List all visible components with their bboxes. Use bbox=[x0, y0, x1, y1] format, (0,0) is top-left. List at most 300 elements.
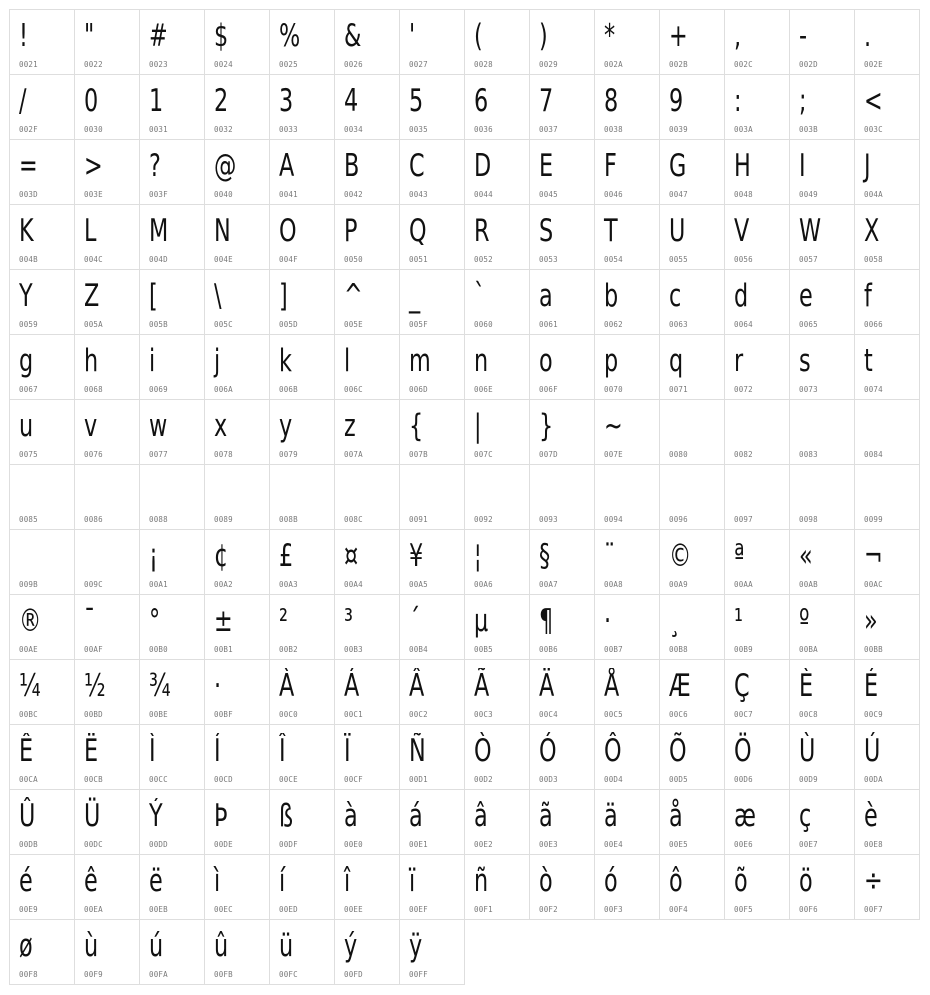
glyph-codepoint: 00DB bbox=[19, 840, 38, 849]
glyph-codepoint: 0024 bbox=[214, 60, 233, 69]
glyph-codepoint: 0089 bbox=[214, 515, 233, 524]
glyph-codepoint: 0085 bbox=[19, 515, 38, 524]
glyph-character: V bbox=[734, 213, 750, 249]
glyph-codepoint: 0041 bbox=[279, 190, 298, 199]
glyph-codepoint: 0051 bbox=[409, 255, 428, 264]
glyph-character: A bbox=[279, 148, 295, 184]
glyph-character: ° bbox=[149, 603, 161, 639]
glyph-codepoint: 00DC bbox=[84, 840, 103, 849]
glyph-codepoint: 0025 bbox=[279, 60, 298, 69]
glyph-cell bbox=[529, 854, 595, 920]
glyph-cell bbox=[854, 139, 920, 205]
glyph-cell bbox=[594, 204, 660, 270]
glyph-character: q bbox=[669, 343, 684, 379]
glyph-codepoint: 0034 bbox=[344, 125, 363, 134]
glyph-cell bbox=[464, 594, 530, 660]
glyph-cell bbox=[659, 9, 725, 75]
glyph-character: 6 bbox=[474, 83, 489, 119]
glyph-cell bbox=[204, 789, 270, 855]
glyph-cell bbox=[659, 74, 725, 140]
glyph-character: © bbox=[669, 538, 692, 574]
glyph-character: i bbox=[149, 343, 156, 379]
glyph-character: Ò bbox=[474, 733, 492, 769]
glyph-codepoint: 00CA bbox=[19, 775, 38, 784]
glyph-character: @ bbox=[214, 148, 237, 184]
glyph-character: ù bbox=[84, 928, 99, 964]
glyph-codepoint: 005C bbox=[214, 320, 233, 329]
glyph-character: j bbox=[214, 343, 221, 379]
glyph-cell bbox=[529, 789, 595, 855]
glyph-cell bbox=[9, 139, 75, 205]
glyph-cell bbox=[529, 334, 595, 400]
glyph-cell bbox=[659, 724, 725, 790]
glyph-cell bbox=[854, 789, 920, 855]
glyph-character: / bbox=[19, 83, 27, 119]
glyph-cell bbox=[399, 464, 465, 530]
glyph-codepoint: 0038 bbox=[604, 125, 623, 134]
glyph-cell bbox=[269, 9, 335, 75]
glyph-cell bbox=[724, 789, 790, 855]
glyph-character: + bbox=[669, 18, 688, 54]
glyph-codepoint: 00AC bbox=[864, 580, 883, 589]
glyph-codepoint: 00C8 bbox=[799, 710, 818, 719]
glyph-codepoint: 005A bbox=[84, 320, 103, 329]
glyph-cell bbox=[594, 269, 660, 335]
glyph-cell bbox=[74, 139, 140, 205]
glyph-character: I bbox=[799, 148, 806, 184]
glyph-codepoint: 0067 bbox=[19, 385, 38, 394]
glyph-character: s bbox=[799, 343, 811, 379]
glyph-character: £ bbox=[279, 538, 294, 574]
glyph-cell bbox=[204, 74, 270, 140]
glyph-cell bbox=[334, 464, 400, 530]
glyph-character: = bbox=[19, 148, 38, 184]
glyph-character: $ bbox=[214, 18, 229, 54]
glyph-character: U bbox=[669, 213, 686, 249]
glyph-character: ¯ bbox=[84, 603, 96, 639]
glyph-cell bbox=[9, 529, 75, 595]
glyph-character: y bbox=[279, 408, 293, 444]
glyph-codepoint: 00EA bbox=[84, 905, 103, 914]
glyph-character: ± bbox=[214, 603, 233, 639]
glyph-codepoint: 0040 bbox=[214, 190, 233, 199]
glyph-character: æ bbox=[734, 798, 756, 834]
glyph-cell bbox=[399, 74, 465, 140]
glyph-cell bbox=[854, 724, 920, 790]
glyph-character: M bbox=[149, 213, 169, 249]
glyph-codepoint: 00A9 bbox=[669, 580, 688, 589]
glyph-codepoint: 005F bbox=[409, 320, 428, 329]
glyph-cell bbox=[464, 9, 530, 75]
glyph-character: « bbox=[799, 538, 813, 574]
glyph-character: % bbox=[279, 18, 301, 54]
glyph-codepoint: 007A bbox=[344, 450, 363, 459]
glyph-cell bbox=[789, 399, 855, 465]
glyph-character: S bbox=[539, 213, 554, 249]
glyph-codepoint: 0083 bbox=[799, 450, 818, 459]
glyph-character: â bbox=[474, 798, 488, 834]
glyph-cell bbox=[789, 789, 855, 855]
glyph-cell bbox=[139, 789, 205, 855]
glyph-codepoint: 00E6 bbox=[734, 840, 753, 849]
glyph-codepoint: 00B9 bbox=[734, 645, 753, 654]
glyph-codepoint: 00FA bbox=[149, 970, 168, 979]
glyph-cell bbox=[334, 529, 400, 595]
glyph-codepoint: 00AA bbox=[734, 580, 753, 589]
glyph-character: Õ bbox=[669, 733, 687, 769]
glyph-cell bbox=[659, 269, 725, 335]
glyph-character: m bbox=[409, 343, 431, 379]
glyph-codepoint: 0079 bbox=[279, 450, 298, 459]
glyph-codepoint: 0063 bbox=[669, 320, 688, 329]
glyph-character: ; bbox=[799, 83, 807, 119]
glyph-cell bbox=[464, 399, 530, 465]
glyph-cell bbox=[724, 139, 790, 205]
glyph-character: J bbox=[864, 148, 871, 184]
glyph-character: ¾ bbox=[149, 668, 171, 704]
glyph-codepoint: 00E1 bbox=[409, 840, 428, 849]
glyph-character: r bbox=[734, 343, 744, 379]
glyph-character: 8 bbox=[604, 83, 619, 119]
glyph-cell bbox=[139, 659, 205, 725]
glyph-cell bbox=[204, 269, 270, 335]
glyph-character: á bbox=[409, 798, 423, 834]
glyph-codepoint: 0058 bbox=[864, 255, 883, 264]
glyph-cell bbox=[594, 854, 660, 920]
glyph-cell bbox=[789, 9, 855, 75]
glyph-cell bbox=[724, 334, 790, 400]
glyph-codepoint: 0082 bbox=[734, 450, 753, 459]
glyph-cell bbox=[529, 659, 595, 725]
glyph-codepoint: 00A4 bbox=[344, 580, 363, 589]
glyph-cell bbox=[789, 659, 855, 725]
glyph-codepoint: 0037 bbox=[539, 125, 558, 134]
glyph-codepoint: 00D9 bbox=[799, 775, 818, 784]
glyph-character: Î bbox=[279, 733, 286, 769]
glyph-character: g bbox=[19, 343, 34, 379]
glyph-cell bbox=[334, 919, 400, 985]
glyph-character: Ô bbox=[604, 733, 622, 769]
glyph-cell bbox=[334, 334, 400, 400]
glyph-cell bbox=[724, 594, 790, 660]
glyph-codepoint: 0043 bbox=[409, 190, 428, 199]
glyph-cell bbox=[269, 399, 335, 465]
glyph-character: · bbox=[214, 668, 222, 704]
glyph-codepoint: 00C9 bbox=[864, 710, 883, 719]
glyph-codepoint: 00A3 bbox=[279, 580, 298, 589]
glyph-codepoint: 00A8 bbox=[604, 580, 623, 589]
glyph-character: Ê bbox=[19, 733, 34, 769]
glyph-character: » bbox=[864, 603, 878, 639]
glyph-character: & bbox=[344, 18, 362, 54]
glyph-character: ö bbox=[799, 863, 813, 899]
glyph-character: ú bbox=[149, 928, 164, 964]
glyph-cell bbox=[204, 659, 270, 725]
glyph-character: l bbox=[344, 343, 351, 379]
glyph-cell bbox=[399, 9, 465, 75]
glyph-codepoint: 003F bbox=[149, 190, 168, 199]
glyph-character: ~ bbox=[604, 408, 623, 444]
glyph-codepoint: 00DD bbox=[149, 840, 168, 849]
glyph-cell bbox=[594, 464, 660, 530]
glyph-codepoint: 0068 bbox=[84, 385, 103, 394]
glyph-cell bbox=[139, 919, 205, 985]
glyph-character: ² bbox=[279, 603, 288, 639]
glyph-codepoint: 00E4 bbox=[604, 840, 623, 849]
glyph-codepoint: 00E8 bbox=[864, 840, 883, 849]
glyph-character: Ý bbox=[149, 798, 163, 834]
glyph-cell bbox=[139, 74, 205, 140]
glyph-cell bbox=[659, 139, 725, 205]
glyph-character: ç bbox=[799, 798, 812, 834]
glyph-character: B bbox=[344, 148, 360, 184]
glyph-cell bbox=[789, 334, 855, 400]
glyph-character: ¶ bbox=[539, 603, 554, 639]
glyph-codepoint: 0027 bbox=[409, 60, 428, 69]
glyph-character: í bbox=[279, 863, 286, 899]
glyph-cell bbox=[594, 334, 660, 400]
glyph-codepoint: 00EE bbox=[344, 905, 363, 914]
glyph-codepoint: 004A bbox=[864, 190, 883, 199]
glyph-codepoint: 0047 bbox=[669, 190, 688, 199]
glyph-character: } bbox=[539, 408, 554, 444]
glyph-codepoint: 0045 bbox=[539, 190, 558, 199]
glyph-cell bbox=[9, 594, 75, 660]
glyph-cell bbox=[269, 204, 335, 270]
glyph-character: K bbox=[19, 213, 34, 249]
glyph-cell bbox=[659, 204, 725, 270]
glyph-cell bbox=[724, 269, 790, 335]
glyph-character: 0 bbox=[84, 83, 99, 119]
glyph-character: ¤ bbox=[344, 538, 359, 574]
glyph-character: Q bbox=[409, 213, 427, 249]
glyph-codepoint: 0039 bbox=[669, 125, 688, 134]
glyph-character: ß bbox=[279, 798, 294, 834]
glyph-cell bbox=[464, 659, 530, 725]
glyph-cell bbox=[334, 659, 400, 725]
glyph-character: N bbox=[214, 213, 231, 249]
glyph-codepoint: 006C bbox=[344, 385, 363, 394]
glyph-codepoint: 00D6 bbox=[734, 775, 753, 784]
glyph-cell bbox=[399, 789, 465, 855]
glyph-character: Þ bbox=[214, 798, 228, 834]
glyph-character: n bbox=[474, 343, 489, 379]
glyph-codepoint: 00A7 bbox=[539, 580, 558, 589]
glyph-codepoint: 0049 bbox=[799, 190, 818, 199]
glyph-codepoint: 00FC bbox=[279, 970, 298, 979]
glyph-codepoint: 0072 bbox=[734, 385, 753, 394]
glyph-codepoint: 00A1 bbox=[149, 580, 168, 589]
glyph-cell bbox=[74, 724, 140, 790]
glyph-codepoint: 0099 bbox=[864, 515, 883, 524]
glyph-character: Ã bbox=[474, 668, 490, 704]
glyph-character: ê bbox=[84, 863, 98, 899]
glyph-codepoint: 002E bbox=[864, 60, 883, 69]
glyph-character: f bbox=[864, 278, 872, 314]
glyph-codepoint: 007B bbox=[409, 450, 428, 459]
glyph-character: c bbox=[669, 278, 682, 314]
glyph-cell bbox=[74, 399, 140, 465]
glyph-character: ] bbox=[279, 278, 288, 314]
glyph-codepoint: 00D2 bbox=[474, 775, 493, 784]
glyph-codepoint: 00B5 bbox=[474, 645, 493, 654]
glyph-codepoint: 003E bbox=[84, 190, 103, 199]
glyph-cell bbox=[9, 659, 75, 725]
glyph-codepoint: 00FF bbox=[409, 970, 428, 979]
glyph-character: Ì bbox=[149, 733, 156, 769]
glyph-cell bbox=[464, 139, 530, 205]
glyph-cell bbox=[139, 854, 205, 920]
glyph-codepoint: 004D bbox=[149, 255, 168, 264]
glyph-cell bbox=[594, 724, 660, 790]
glyph-codepoint: 006A bbox=[214, 385, 233, 394]
glyph-cell bbox=[269, 74, 335, 140]
glyph-cell bbox=[529, 9, 595, 75]
glyph-cell bbox=[659, 464, 725, 530]
glyph-cell bbox=[399, 919, 465, 985]
glyph-codepoint: 0069 bbox=[149, 385, 168, 394]
glyph-codepoint: 0050 bbox=[344, 255, 363, 264]
glyph-character: é bbox=[19, 863, 33, 899]
glyph-character: 5 bbox=[409, 83, 424, 119]
glyph-character: ª bbox=[734, 538, 745, 574]
glyph-codepoint: 009C bbox=[84, 580, 103, 589]
glyph-cell bbox=[9, 399, 75, 465]
glyph-cell bbox=[724, 529, 790, 595]
glyph-cell bbox=[204, 464, 270, 530]
glyph-character: è bbox=[864, 798, 878, 834]
glyph-character: - bbox=[799, 18, 808, 54]
glyph-codepoint: 00B3 bbox=[344, 645, 363, 654]
glyph-cell bbox=[74, 204, 140, 270]
glyph-codepoint: 00EB bbox=[149, 905, 168, 914]
glyph-cell bbox=[204, 204, 270, 270]
glyph-cell bbox=[334, 789, 400, 855]
glyph-character: Ä bbox=[539, 668, 555, 704]
glyph-cell bbox=[9, 269, 75, 335]
glyph-character: , bbox=[734, 18, 742, 54]
glyph-cell bbox=[789, 464, 855, 530]
glyph-codepoint: 005B bbox=[149, 320, 168, 329]
glyph-cell bbox=[204, 399, 270, 465]
glyph-character: Ó bbox=[539, 733, 557, 769]
glyph-cell bbox=[399, 529, 465, 595]
glyph-codepoint: 0055 bbox=[669, 255, 688, 264]
glyph-cell bbox=[139, 334, 205, 400]
glyph-codepoint: 0096 bbox=[669, 515, 688, 524]
glyph-codepoint: 003D bbox=[19, 190, 38, 199]
glyph-cell bbox=[724, 659, 790, 725]
glyph-cell bbox=[789, 204, 855, 270]
glyph-cell bbox=[269, 139, 335, 205]
glyph-cell bbox=[789, 529, 855, 595]
glyph-character: 3 bbox=[279, 83, 294, 119]
glyph-codepoint: 00F9 bbox=[84, 970, 103, 979]
glyph-codepoint: 0077 bbox=[149, 450, 168, 459]
glyph-codepoint: 0080 bbox=[669, 450, 688, 459]
glyph-character: k bbox=[279, 343, 292, 379]
glyph-codepoint: 0057 bbox=[799, 255, 818, 264]
glyph-cell bbox=[74, 529, 140, 595]
glyph-cell bbox=[529, 529, 595, 595]
glyph-codepoint: 007D bbox=[539, 450, 558, 459]
glyph-character: Ç bbox=[734, 668, 750, 704]
glyph-codepoint: 00C7 bbox=[734, 710, 753, 719]
glyph-character: ' bbox=[409, 18, 416, 54]
glyph-cell bbox=[9, 334, 75, 400]
glyph-character: º bbox=[799, 603, 810, 639]
glyph-codepoint: 0026 bbox=[344, 60, 363, 69]
glyph-codepoint: 006E bbox=[474, 385, 493, 394]
glyph-cell bbox=[724, 854, 790, 920]
glyph-character: å bbox=[669, 798, 683, 834]
glyph-cell bbox=[724, 399, 790, 465]
glyph-codepoint: 00B8 bbox=[669, 645, 688, 654]
glyph-codepoint: 00E5 bbox=[669, 840, 688, 849]
glyph-codepoint: 00BC bbox=[19, 710, 38, 719]
glyph-cell bbox=[854, 269, 920, 335]
glyph-character: T bbox=[604, 213, 618, 249]
glyph-cell bbox=[139, 529, 205, 595]
glyph-cell bbox=[269, 919, 335, 985]
glyph-cell bbox=[594, 659, 660, 725]
glyph-codepoint: 0053 bbox=[539, 255, 558, 264]
glyph-cell bbox=[659, 399, 725, 465]
glyph-character: ü bbox=[279, 928, 294, 964]
glyph-character: ä bbox=[604, 798, 618, 834]
glyph-cell bbox=[724, 724, 790, 790]
glyph-codepoint: 00B6 bbox=[539, 645, 558, 654]
glyph-codepoint: 0052 bbox=[474, 255, 493, 264]
glyph-codepoint: 00DE bbox=[214, 840, 233, 849]
glyph-cell bbox=[399, 854, 465, 920]
glyph-codepoint: 00C0 bbox=[279, 710, 298, 719]
glyph-character: Ë bbox=[84, 733, 99, 769]
glyph-cell bbox=[464, 74, 530, 140]
glyph-character: 2 bbox=[214, 83, 229, 119]
glyph-character: _ bbox=[409, 278, 421, 314]
glyph-character: O bbox=[279, 213, 297, 249]
glyph-codepoint: 00F4 bbox=[669, 905, 688, 914]
glyph-character: ` bbox=[474, 278, 486, 314]
glyph-codepoint: 0022 bbox=[84, 60, 103, 69]
glyph-cell bbox=[789, 139, 855, 205]
glyph-cell bbox=[204, 854, 270, 920]
glyph-codepoint: 005D bbox=[279, 320, 298, 329]
glyph-codepoint: 004C bbox=[84, 255, 103, 264]
glyph-cell bbox=[464, 724, 530, 790]
glyph-codepoint: 008B bbox=[279, 515, 298, 524]
glyph-cell bbox=[789, 854, 855, 920]
glyph-character: Ú bbox=[864, 733, 881, 769]
glyph-codepoint: 00F7 bbox=[864, 905, 883, 914]
glyph-cell bbox=[139, 399, 205, 465]
glyph-codepoint: 00F3 bbox=[604, 905, 623, 914]
glyph-codepoint: 0021 bbox=[19, 60, 38, 69]
glyph-cell bbox=[464, 789, 530, 855]
glyph-codepoint: 0086 bbox=[84, 515, 103, 524]
glyph-character: W bbox=[799, 213, 822, 249]
glyph-character: ¼ bbox=[19, 668, 41, 704]
glyph-codepoint: 0031 bbox=[149, 125, 168, 134]
glyph-cell bbox=[789, 724, 855, 790]
glyph-cell bbox=[724, 204, 790, 270]
glyph-cell bbox=[204, 9, 270, 75]
glyph-cell bbox=[139, 204, 205, 270]
glyph-character: Í bbox=[214, 733, 221, 769]
glyph-codepoint: 0064 bbox=[734, 320, 753, 329]
glyph-character: D bbox=[474, 148, 492, 184]
